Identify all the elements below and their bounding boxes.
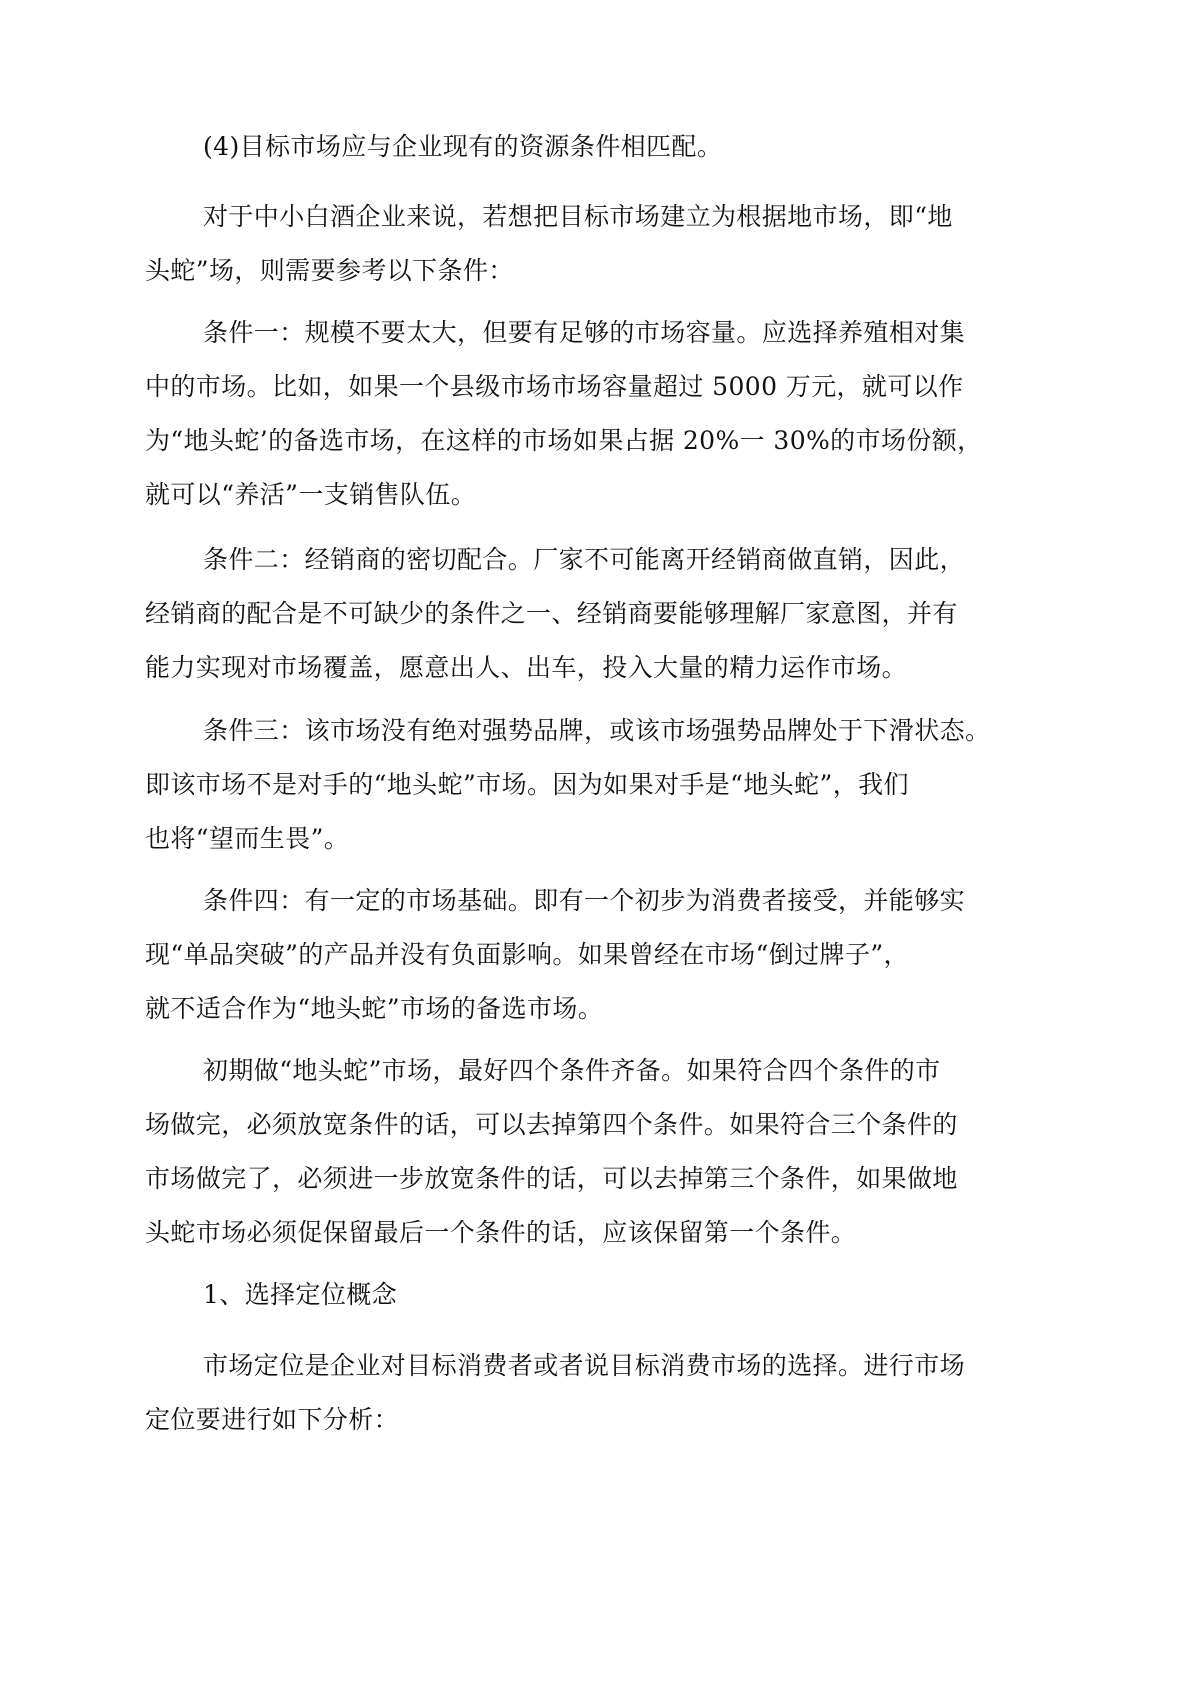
paragraph-intro-conditions (145, 190, 1050, 298)
paragraph-line: 初期做“地头蛇”市场，最好四个条件齐备。如果符合四个条件的市 (203, 1056, 941, 1085)
paragraph-line: 就可以“养活”一支销售队伍。 (145, 480, 477, 509)
paragraph-line: 对于中小白酒企业来说，若想把目标市场建立为根据地市场，即“地 (203, 202, 953, 231)
paragraph-target-market-match (145, 120, 1050, 174)
section-heading-positioning-concept (145, 1268, 1050, 1322)
paragraph-line: 为“地头蛇’的备选市场，在这样的市场如果占据 20%一 30%的市场份额， (145, 426, 983, 455)
paragraph-line: 条件二：经销商的密切配合。厂家不可能离开经销商做直销，因此， (203, 545, 966, 574)
paragraph-line: 场做完，必须放宽条件的话，可以去掉第四个条件。如果符合三个条件的 (145, 1110, 958, 1139)
paragraph-line: 市场做完了，必须进一步放宽条件的话，可以去掉第三个条件，如果做地 (145, 1164, 958, 1193)
paragraph-condition-one (145, 306, 1050, 522)
paragraph-line: 经销商的配合是不可缺少的条件之一、经销商要能够理解厂家意图，并有 (145, 599, 958, 628)
section-heading-line: 1、选择定位概念 (203, 1280, 398, 1309)
paragraph-line: 能力实现对市场覆盖，愿意出人、出车，投入大量的精力运作市场。 (145, 653, 908, 682)
paragraph-line: (4)目标市场应与企业现有的资源条件相匹配。 (203, 132, 723, 161)
paragraph-market-positioning-analysis (145, 1339, 1050, 1447)
paragraph-line: 中的市场。比如，如果一个县级市场市场容量超过 5000 万元，就可以作 (145, 372, 964, 401)
paragraph-line: 就不适合作为“地头蛇”市场的备选市场。 (145, 994, 604, 1023)
paragraph-line: 条件三：该市场没有绝对强势品牌，或该市场强势品牌处于下滑状态。 (203, 716, 991, 745)
paragraph-condition-two (145, 533, 1050, 695)
paragraph-line: 也将“望而生畏”。 (145, 824, 350, 853)
paragraph-line: 现“单品突破”的产品并没有负面影响。如果曾经在市场“倒过牌子”， (145, 940, 909, 969)
paragraph-line: 条件四：有一定的市场基础。即有一个初步为消费者接受，并能够实 (203, 886, 966, 915)
paragraph-line: 定位要进行如下分析： (145, 1405, 400, 1434)
paragraph-line: 市场定位是企业对目标消费者或者说目标消费市场的选择。进行市场 (203, 1351, 966, 1380)
paragraph-condition-four (145, 874, 1050, 1036)
paragraph-initial-market-strategy (145, 1044, 1050, 1260)
paragraph-line: 即该市场不是对手的“地头蛇”市场。因为如果对手是“地头蛇”，我们 (145, 770, 909, 799)
paragraph-line: 头蛇市场必须促保留最后一个条件的话，应该保留第一个条件。 (145, 1218, 857, 1247)
paragraph-condition-three (145, 704, 1050, 866)
paragraph-line: 条件一：规模不要太大，但要有足够的市场容量。应选择养殖相对集 (203, 318, 966, 347)
paragraph-line: 头蛇”场，则需要参考以下条件： (145, 256, 514, 285)
